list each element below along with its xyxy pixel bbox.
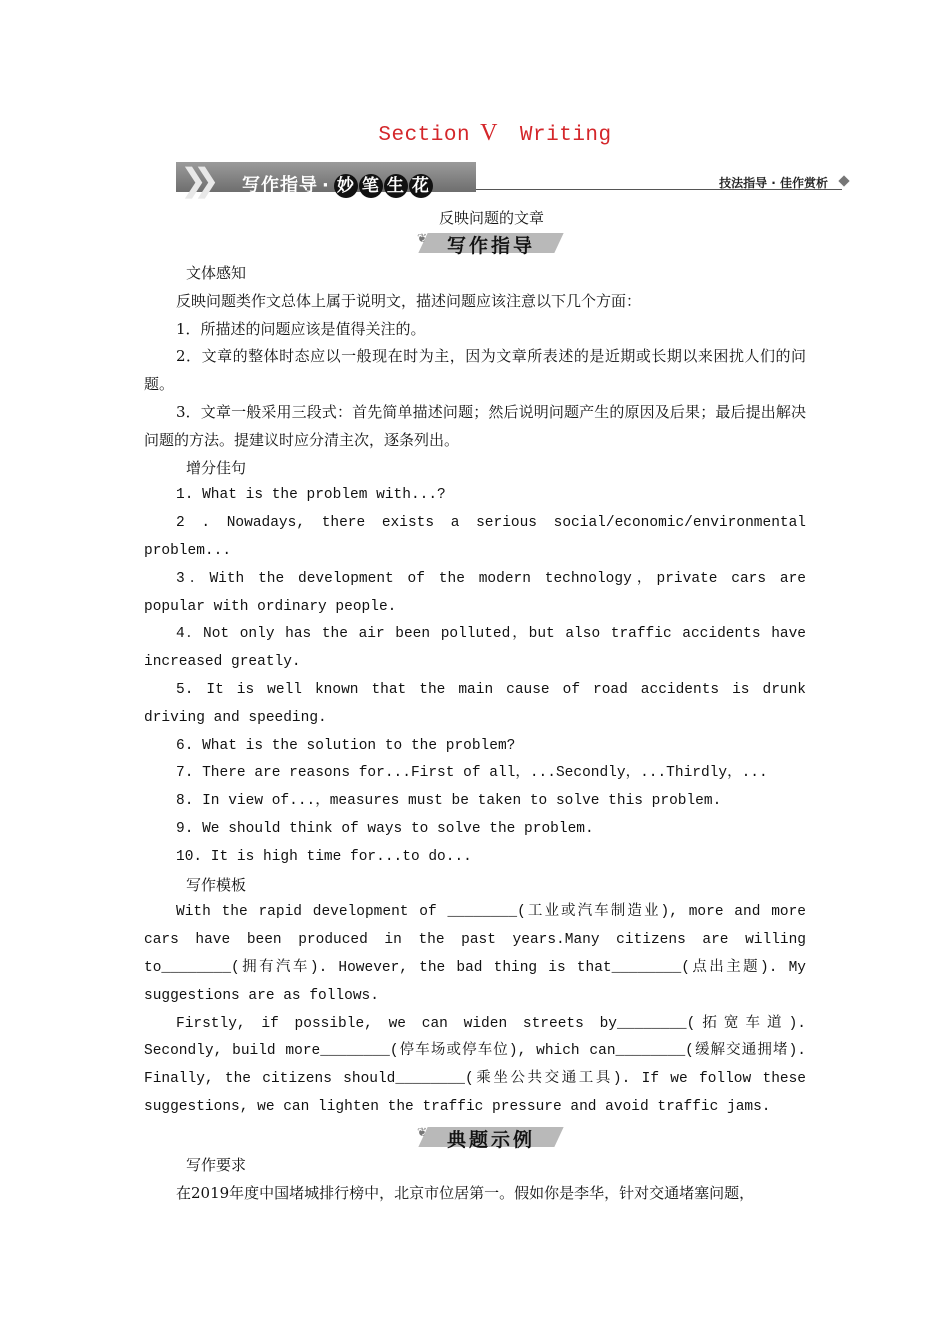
guide-point: 1．所描述的问题应该是值得关注的。 — [176, 319, 426, 338]
heading-style-perception: 文体感知 — [186, 264, 247, 282]
guide-point: 2．文章的整体时态应以一般现在时为主，因为文章所表述的是近期或长期以来困扰人们的问题。 — [144, 347, 806, 394]
section-name: Writing — [519, 124, 612, 147]
sentence-item: 2 . Nowadays, there exists a serious social/economic/environmental problem... — [144, 515, 806, 559]
banner-label: 写作指导 — [242, 175, 318, 196]
ribbon-label: 写作指导 — [446, 235, 535, 257]
guide-intro: 反映问题类作文总体上属于说明文，描述问题应该注意以下几个方面： — [176, 291, 642, 310]
sentence-item: 1. What is the problem with...? — [176, 487, 446, 504]
banner-char: 花 — [409, 174, 433, 198]
banner-bar — [176, 161, 476, 199]
section-number: V — [480, 120, 498, 146]
section-banner — [176, 158, 848, 199]
scroll-curl-icon: ❦ — [417, 1125, 428, 1139]
sentence-item: 10. It is high time for...to do... — [176, 848, 472, 865]
sentence-item: 6. What is the solution to the problem? — [176, 737, 516, 754]
sentence-item: 8. In view of...，measures must be taken to solve this problem. — [176, 793, 722, 810]
guide-point: 3．文章一般采用三段式：首先简单描述问题；然后说明问题产生的原因及后果；最后提出解决问题的方法。提建议时应分清主次，逐条列出。 — [144, 402, 806, 449]
ribbon-typical-example — [417, 1125, 559, 1151]
section-title — [0, 120, 950, 147]
example-body — [144, 1152, 824, 1208]
guide-body — [144, 260, 806, 1122]
ribbon-label: 典题示例 — [446, 1129, 535, 1151]
ribbon-writing-guide — [417, 231, 559, 257]
example-text: 在2019年度中国堵城排行榜中，北京市位居第一。假如你是李华，针对交通堵塞问题， — [176, 1183, 755, 1202]
sentence-item: 7. There are reasons for...First of all，...Secondly，...Thirdly，... — [176, 765, 768, 782]
scroll-curl-icon: ❦ — [417, 231, 428, 245]
article-subtitle: 反映问题的文章 — [438, 209, 544, 227]
banner-char: 生 — [384, 174, 408, 198]
banner-chars — [334, 175, 434, 196]
sentence-item: 9. We should think of ways to solve the problem. — [176, 820, 594, 837]
heading-useful-sentences: 增分佳句 — [186, 458, 247, 477]
heading-writing-requirement: 写作要求 — [186, 1156, 247, 1174]
template-paragraph: Firstly, if possible, we can widen streets by________(拓宽车道). Secondly, build more________(停车场或停车位), which can________(缓解交通拥堵). Finally, the citizens should________(乘坐公共交通工具). If we follow these suggestions, we can lighten the traffic pressure and avoid traffic jams. — [144, 1015, 806, 1115]
banner-dot: · — [322, 175, 330, 196]
banner-char: 妙 — [334, 174, 358, 198]
banner-left-text — [242, 171, 434, 198]
banner-right-text: 技法指导 · 佳作赏析 — [719, 176, 828, 190]
sentence-item: 5. It is well known that the main cause of road accidents is drunk driving and speeding. — [144, 681, 806, 726]
heading-writing-template: 写作模板 — [186, 875, 247, 894]
template-paragraph: With the rapid development of ________(工业或汽车制造业), more and more cars have been produced in the past years.Many citizens are willing to________(拥有汽车). However, the bad thing is that________(点出主题). My suggestions are as follows. — [144, 904, 806, 1004]
chevron-right-icon: ❯❯ — [180, 161, 206, 199]
sentence-item: 3．With the development of the modern technology，private cars are popular with ordinary people. — [144, 570, 806, 615]
diamond-icon — [838, 175, 849, 186]
section-word: Section — [378, 124, 471, 147]
sentence-item: 4．Not only has the air been polluted，but also traffic accidents have increased greatly. — [144, 626, 806, 671]
banner-char: 笔 — [359, 174, 383, 198]
